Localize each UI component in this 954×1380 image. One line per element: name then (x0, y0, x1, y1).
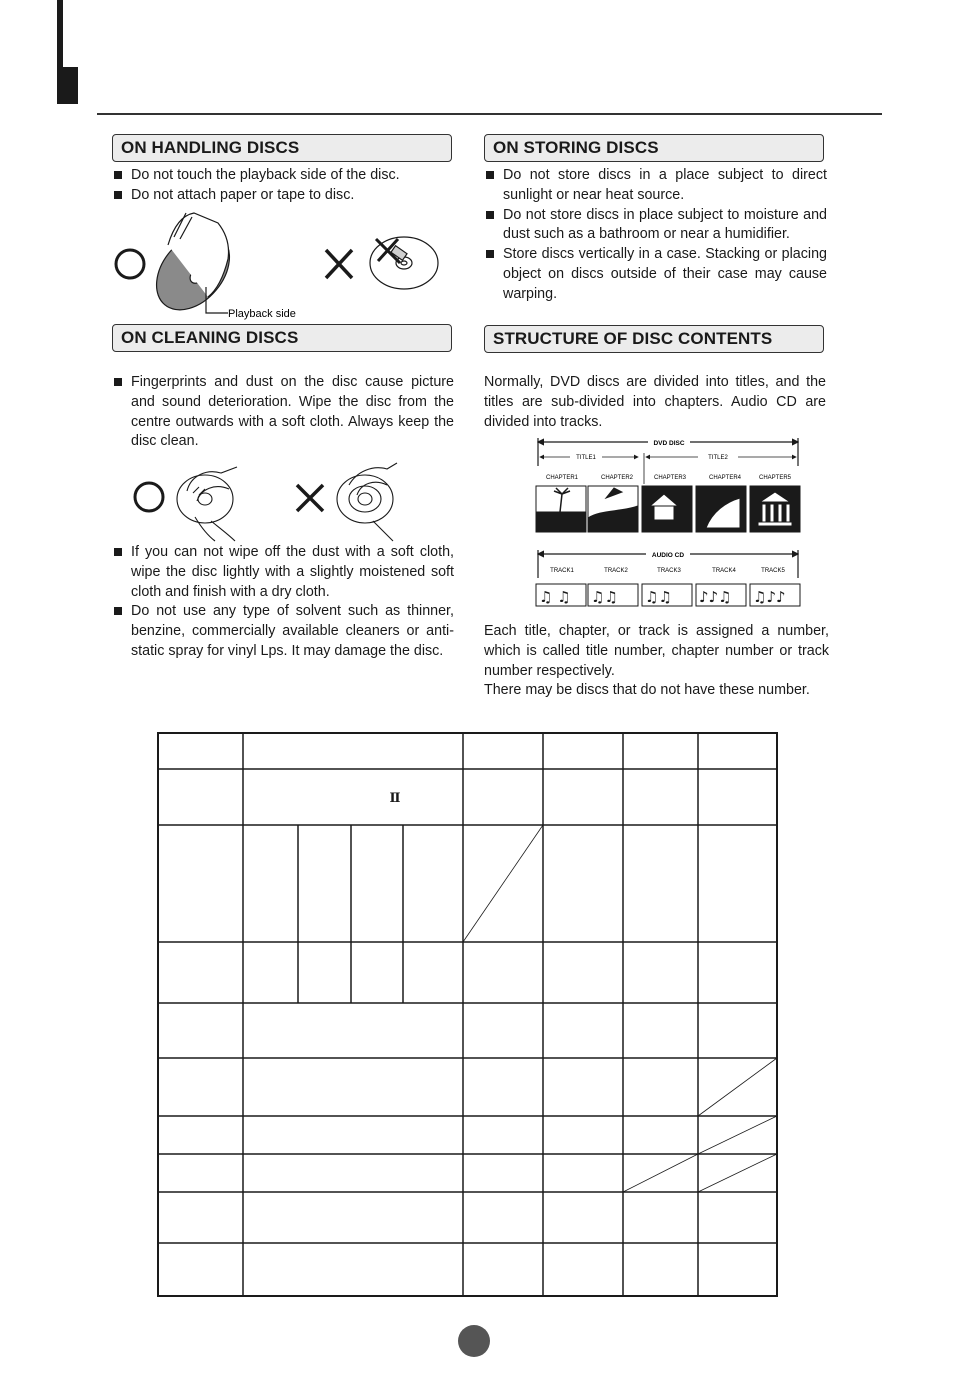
table-diagonals (463, 825, 777, 1192)
handling-bullet-1: Do not touch the playback side of the disc. (112, 166, 457, 186)
chapter2-label: CHAPTER2 (600, 475, 634, 481)
chapter-thumbnails (536, 486, 800, 532)
structure-outro (484, 622, 829, 701)
title2-label: TITLE2 (708, 455, 728, 461)
circle-ok-icon (116, 250, 144, 278)
chapter5-label: CHAPTER5 (758, 475, 792, 481)
structure-outro-1: Each title, chapter, or track is assigned a number, which is called title number, chapter number or track number respectively. (484, 623, 829, 679)
wipe-disc-icon (177, 467, 237, 541)
track2-label: TRACK2 (604, 568, 628, 574)
chapter1-label: CHAPTER1 (545, 475, 579, 481)
storing-bullet-2: Do not store discs in place subject to moisture and dust such as a bathroom or near a humidifier. (484, 206, 827, 246)
wipe-disc-circular-icon (337, 463, 397, 541)
table-roman-numeral: Ⅱ (389, 791, 401, 806)
track4-label: TRACK4 (712, 568, 736, 574)
structure-heading: STRUCTURE OF DISC CONTENTS (484, 325, 824, 353)
chapter3-label: CHAPTER3 (653, 475, 687, 481)
circle-ok-icon (135, 483, 163, 511)
svg-text:♫♪♪: ♫♪♪ (753, 588, 786, 606)
cleaning-bullet-1: Fingerprints and dust on the disc cause picture and sound deterioration. Wipe the disc from the centre outwards with a soft cloth. Always keep the disc clean. (112, 373, 454, 452)
disc-with-tape-icon (370, 237, 438, 289)
disc-type-table (156, 731, 780, 1299)
handling-bullet-2: Do not attach paper or tape to disc. (112, 186, 457, 206)
svg-text:♫♫: ♫♫ (645, 588, 672, 606)
structure-outro-2: There may be discs that do not have these number. (484, 682, 810, 699)
track3-label: TRACK3 (657, 568, 681, 574)
title1-label: TITLE1 (576, 455, 596, 461)
svg-text:♫♫: ♫♫ (591, 588, 618, 606)
track-labels (550, 568, 785, 574)
cleaning-bullet-2: If you can not wipe off the dust with a soft cloth, wipe the disc lightly with a slightly moistened soft cloth and finish with a dry cloth. (112, 543, 454, 602)
handling-illustration (108, 205, 458, 325)
cleaning-bullet-3: Do not use any type of solvent such as thinner, benzine, commercially available cleaners or anti-static spray for vinyl Lps. It may damage the disc. (112, 602, 454, 661)
storing-bullets (484, 166, 827, 305)
storing-bullet-1: Do not store discs in a place subject to direct sunlight or near heat source. (484, 166, 827, 206)
chapter4-label: CHAPTER4 (708, 475, 742, 481)
dvd-disc-label: DVD DISC (653, 440, 685, 447)
page-edge-tab-block (57, 67, 78, 104)
cleaning-heading: ON CLEANING DISCS (112, 324, 452, 352)
handling-bullets (112, 166, 457, 206)
cross-ng-icon (326, 250, 352, 278)
structure-intro: Normally, DVD discs are divided into titles, and the titles are sub-divided into chapters. Audio CD are divided into tracks. (484, 374, 826, 430)
track5-label: TRACK5 (761, 568, 785, 574)
storing-heading: ON STORING DISCS (484, 134, 824, 162)
audio-cd-label: AUDIO CD (651, 552, 685, 559)
storing-bullet-3: Store discs vertically in a case. Stacking or placing object on discs outside of their case may cause warping. (484, 245, 827, 304)
page-number-dot (458, 1325, 490, 1357)
playback-side-caption: Playback side (228, 308, 296, 320)
table-grid (158, 733, 777, 1296)
track1-label: TRACK1 (550, 568, 574, 574)
svg-text:♪♪♫: ♪♪♫ (699, 588, 732, 606)
chapter-labels (546, 475, 792, 481)
header-rule (97, 113, 882, 115)
cleaning-illustration (125, 455, 425, 543)
cleaning-bullet-1-wrap (112, 373, 454, 452)
disc-structure-diagram (530, 432, 810, 612)
handling-heading: ON HANDLING DISCS (112, 134, 452, 162)
svg-text:♫ ♫: ♫ ♫ (539, 588, 571, 606)
cleaning-bullets-2 (112, 543, 454, 662)
cross-ng-icon (297, 485, 323, 511)
